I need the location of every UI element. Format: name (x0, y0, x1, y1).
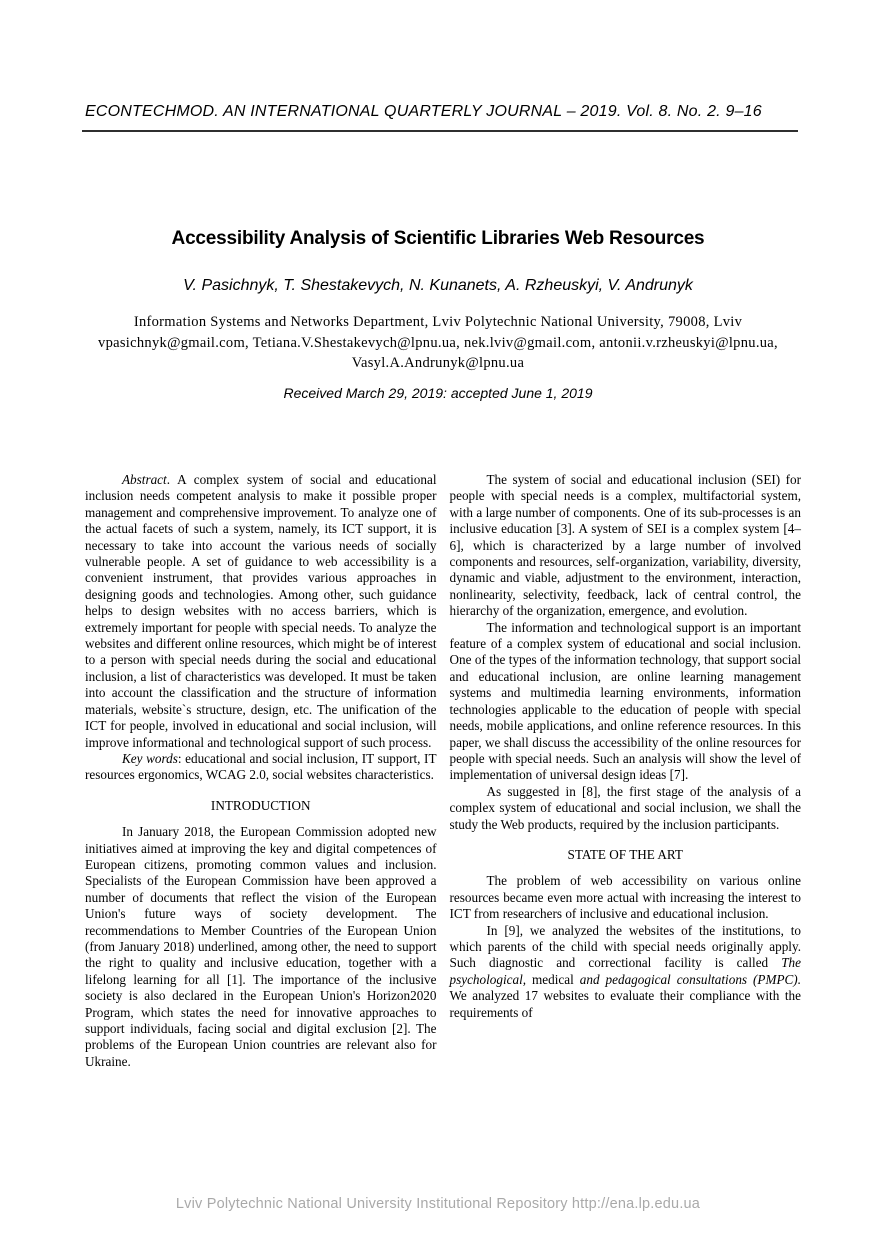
section-heading-state-of-the-art: STATE OF THE ART (567, 846, 683, 862)
left-column (85, 472, 437, 1070)
section-heading-introduction: INTRODUCTION (210, 797, 311, 813)
keywords-paragraph (85, 751, 437, 784)
body-paragraph-first-stage: As suggested in [8], the first stage of the analysis of a complex system of educational and social inclusion, we shall the study the Web products, required by the inclusion participants. (449, 783, 801, 832)
received-accepted-line: Received March 29, 2019: accepted June 1, 2019 (283, 385, 593, 401)
pmpc-segment-3: medical (526, 971, 580, 987)
body-paragraph-sei: The system of social and educational inclusion (SEI) for people with special needs is a complex, multifactorial system, with a large number of components. One of its sub-processes is an inclusive education [3]. A system of SEI is a complex system [4–6], which is characterized by a large number of involved components and resources, self-organization, variability, diversity, dynamic and viable, adjustment to the environment, interaction, nonlinearity, selectivity, feedback, lack of central control, the hierarchy of the organization, emergence, and evolution. (449, 472, 801, 619)
abstract-paragraph (85, 472, 437, 751)
body-paragraph-web-accessibility: The problem of web accessibility on various online resources became even more actual with increasing the interest to ICT from researchers of inclusive and educational inclusion. (449, 873, 801, 922)
affiliation-line-2: vpasichnyk@gmail.com, Tetiana.V.Shestakevych@lpnu.ua, nek.lviv@gmail.com, antonii.v.rzheuskyi@lpnu.ua, (98, 334, 778, 351)
affiliation-line-1: Information Systems and Networks Department, Lviv Polytechnic National University, 79008, Lviv (133, 314, 743, 330)
pmpc-segment-1: In [9], we analyzed the websites of the institutions, to which parents of the child with special needs originally apply. Such diagnostic and correctional facility is called (449, 922, 801, 971)
body-paragraph-pmpc (450, 923, 802, 1021)
authors-line: V. Pasichnyk, T. Shestakevych, N. Kunanets, A. Rzheuskyi, V. Andrunyk (183, 277, 693, 294)
pmpc-segment-2-italic: The psychological, (449, 955, 801, 987)
affiliation-line-3: Vasyl.A.Andrunyk@lpnu.ua (351, 355, 525, 371)
pmpc-segment-5: We analyzed 17 websites to evaluate their compliance with the requirements of (449, 988, 801, 1020)
abstract-text: . A complex system of social and educational inclusion needs competent analysis to make it possible proper management and comprehensive improvement. To analyze one of the actual facets of such a system, namely, its ICT support, it is necessary to take into account the various needs of socially vulnerable people. A set of guidance to web accessibility is a convenient instrument, that provides various approaches in designing goods and technologies. Among other, such guidance helps to design websites with no access barriers, which is extremely important for people with special needs. To analyze the websites and different online resources, which might be of interest to a person with special needs during the social and educational inclusion, a list of characteristics was developed. It must be taken into account the classification and the structure of information materials, website`s structure, design, etc. The unification of the ICT for people, involved in educational and social inclusion, will improve informational and technological support of such process. (85, 472, 437, 750)
repository-footer: Lviv Polytechnic National University Institutional Repository http://ena.lp.edu.ua (175, 1196, 701, 1212)
introduction-paragraph: In January 2018, the European Commission adopted new initiatives aimed at improving the key and digital competences of European citizens, promoting common values and inclusion. Specialists of the European Commission have been approved a number of documents that reflect the vision of the European Union's future ways of society development. The recommendations to Member Countries of the European Union (from January 2018) underlined, among other, the need to support the right to quality and inclusive education, together with a lifelong learning for all [1]. The importance of the inclusive society is also declared in the European Union's Horizon2020 Program, which states the need for innovative approaches to support individuals, facing social and digital exclusion [2]. The problems of the European Union countries are relevant also for Ukraine. (85, 824, 437, 1069)
abstract-label: Abstract (122, 472, 167, 487)
paper-title: Accessibility Analysis of Scientific Libraries Web Resources (171, 228, 705, 249)
body-paragraph-it-support: The information and technological support is an important feature of a complex system of educational and social inclusion. One of the types of the information technology, that support social and educational inclusion, are online learning management systems and multimedia learning environments, information technologies applicable to the education of people with special needs, mobile applications, and online reference resources. In this paper, we shall discuss the accessibility of the online resources for people with special needs. Such an analysis will show the level of implementation of universal design ideas [7]. (449, 619, 801, 783)
keywords-label: Key words (122, 750, 178, 766)
journal-header (82, 103, 798, 132)
two-column-body (85, 472, 801, 1070)
journal-header-text: ECONTECHMOD. AN INTERNATIONAL QUARTERLY JOURNAL – 2019. Vol. 8. No. 2. 9–16 (85, 103, 762, 120)
keywords-text: : educational and social inclusion, IT support, IT resources ergonomics, WCAG 2.0, social websites characteristics. (85, 750, 437, 783)
affiliation-block (0, 312, 876, 374)
right-column (450, 472, 802, 1070)
pmpc-segment-4-italic: and pedagogical consultations (PMPC). (579, 971, 801, 987)
